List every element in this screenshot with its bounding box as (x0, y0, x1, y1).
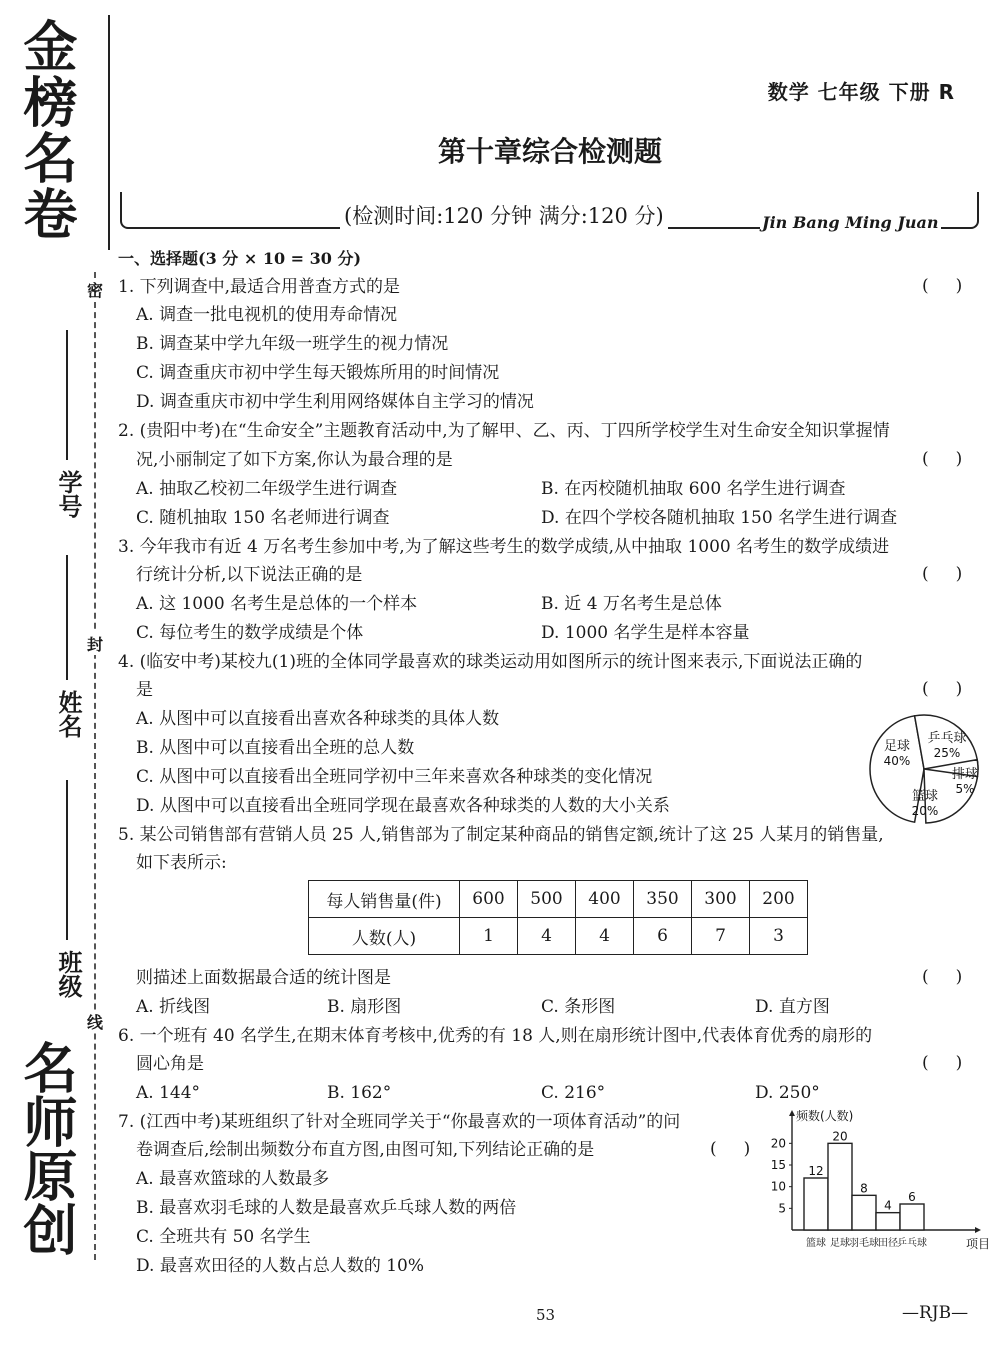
field-label-name: 姓名 (54, 690, 83, 738)
q2-option-c: C. 随机抽取 150 名老师进行调查 (136, 508, 390, 528)
x-axis-label: 项目 (966, 1237, 990, 1251)
q1-option-b: B. 调查某中学九年级一班学生的视力情况 (136, 334, 449, 354)
q3-option-c: C. 每位考生的数学成绩是个体 (136, 623, 364, 643)
table-cell: 7 (692, 918, 750, 955)
brand-logo-top: 金榜名卷 (15, 18, 79, 242)
q3-stem-line1: 3. 今年我市有近 4 万名考生参加中考,为了解这些考生的数学成绩,从中抽取 1000 名考生的数学成绩进 (118, 537, 890, 557)
q3-stem-line2: 行统计分析,以下说法正确的是 (136, 565, 363, 585)
q7-stem-line2: 卷调查后,绘制出频数分布直方图,由图可知,下列结论正确的是 (136, 1140, 595, 1160)
pie-category-label: 乒乓球 (927, 731, 967, 746)
table-cell: 600 (460, 881, 518, 918)
q2-answer-paren: ( ) (922, 449, 963, 469)
pie-category-label: 足球 (883, 739, 911, 754)
q6-stem-line2: 圆心角是 (136, 1054, 204, 1074)
table-cell: 人数(人) (309, 918, 460, 955)
q5-option-b: B. 扇形图 (327, 997, 402, 1017)
q3-option-d: D. 1000 名学生是样本容量 (541, 623, 750, 643)
field-line-name (66, 555, 68, 680)
q1-answer-paren: ( ) (922, 276, 963, 296)
q3-option-a: A. 这 1000 名考生是总体的一个样本 (136, 594, 418, 614)
q4-stem-line1: 4. (临安中考)某校九(1)班的全体同学最喜欢的球类运动用如图所示的统计图来表示,下面说法正确的 (118, 652, 863, 672)
q6-stem-line1: 6. 一个班有 40 名学生,在期末体育考核中,优秀的有 18 人,则在扇形统计图中,代表体育优秀的扇形的 (118, 1026, 873, 1046)
q1-option-d: D. 调查重庆市初中学生利用网络媒体自主学习的情况 (136, 392, 534, 412)
table-cell: 6 (634, 918, 692, 955)
y-tick-label: 10 (770, 1179, 786, 1194)
table-row (309, 918, 808, 955)
category-label: 篮球 (806, 1238, 826, 1249)
q6-answer-paren: ( ) (922, 1053, 963, 1073)
page-number: 53 (536, 1306, 556, 1324)
x-axis-arrow (975, 1227, 981, 1233)
q1-stem: 1. 下列调查中,最适合用普查方式的是 (118, 277, 401, 297)
table-cell: 4 (518, 918, 576, 955)
q4-option-d: D. 从图中可以直接看出全班同学现在最喜欢各种球类的人数的大小关系 (136, 796, 670, 816)
sales-table (308, 880, 808, 955)
category-label: 足球 (830, 1238, 850, 1249)
q5-option-a: A. 折线图 (136, 997, 211, 1017)
field-label-class: 班级 (54, 950, 83, 998)
q3-option-b: B. 近 4 万名考生是总体 (541, 594, 722, 614)
table-cell: 300 (692, 881, 750, 918)
q4-option-a: A. 从图中可以直接看出喜欢各种球类的具体人数 (136, 709, 500, 729)
q5-stem-line1: 5. 某公司销售部有营销人员 25 人,销售部为了制定某种商品的销售定额,统计了这 25 人某月的销售量, (118, 825, 884, 845)
category-label: 田径 (878, 1238, 898, 1249)
table-cell: 4 (576, 918, 634, 955)
field-label-student-id: 学号 (54, 470, 83, 518)
q7-option-b: B. 最喜欢羽毛球的人数是最喜欢乒乓球人数的两倍 (136, 1198, 517, 1218)
seal-char-mi: 密 (86, 278, 104, 301)
brand-pinyin: Jin Bang Ming Juan (762, 213, 939, 232)
histogram-bar (804, 1178, 828, 1230)
category-label: 乒乓球 (897, 1238, 927, 1249)
y-axis-arrow (789, 1110, 795, 1116)
table-cell: 每人销售量(件) (309, 881, 460, 918)
seal-char-xian: 线 (86, 1010, 104, 1033)
q5-stem-line2: 如下表所示: (136, 853, 227, 873)
edition-code: —RJB— (902, 1303, 969, 1323)
pie-percent-label: 25% (933, 746, 961, 760)
pie-percent-label: 40% (883, 754, 911, 768)
ball-sports-pie-chart (862, 712, 987, 827)
table-cell: 500 (518, 881, 576, 918)
subject-label: 数学 七年级 下册 R (767, 80, 955, 104)
q2-stem-line2: 况,小丽制定了如下方案,你认为最合理的是 (136, 450, 453, 470)
q4-answer-paren: ( ) (922, 679, 963, 699)
q1-option-a: A. 调查一批电视机的使用寿命情况 (136, 305, 398, 325)
q5-option-c: C. 条形图 (541, 997, 616, 1017)
pie-category-label: 篮球 (911, 789, 939, 804)
q4-option-c: C. 从图中可以直接看出全班同学初中三年来喜欢各种球类的变化情况 (136, 767, 653, 787)
q6-option-c: C. 216° (541, 1083, 606, 1103)
field-line-class (66, 780, 68, 940)
y-axis-label: 频数(人数) (796, 1109, 854, 1123)
q2-option-b: B. 在丙校随机抽取 600 名学生进行调查 (541, 479, 846, 499)
histogram-bar (876, 1213, 900, 1230)
q7-option-d: D. 最喜欢田径的人数占总人数的 10% (136, 1256, 425, 1276)
pie-percent-label: 5% (955, 782, 975, 796)
table-cell: 350 (634, 881, 692, 918)
y-tick-label: 5 (778, 1201, 786, 1216)
seal-char-feng: 封 (86, 632, 104, 655)
field-line-id (66, 330, 68, 460)
q7-answer-paren: ( ) (710, 1139, 751, 1159)
q7-option-c: C. 全班共有 50 名学生 (136, 1227, 311, 1247)
q4-option-b: B. 从图中可以直接看出全班的总人数 (136, 738, 415, 758)
histogram-bar (852, 1195, 876, 1230)
q2-option-d: D. 在四个学校各随机抽取 150 名学生进行调查 (541, 508, 898, 528)
brand-logo-bottom: 名师原创 (15, 1040, 79, 1256)
q1-option-c: C. 调查重庆市初中学生每天锻炼所用的时间情况 (136, 363, 500, 383)
q5-stem-line3: 则描述上面数据最合适的统计图是 (136, 968, 391, 988)
q4-stem-line2: 是 (136, 680, 153, 700)
q3-answer-paren: ( ) (922, 564, 963, 584)
page-title: 第十章综合检测题 (437, 135, 662, 168)
q7-option-a: A. 最喜欢篮球的人数最多 (136, 1169, 330, 1189)
category-label: 羽毛球 (849, 1238, 879, 1249)
y-tick-label: 15 (770, 1158, 786, 1172)
q6-option-a: A. 144° (136, 1083, 201, 1103)
table-cell: 200 (750, 881, 808, 918)
table-cell: 400 (576, 881, 634, 918)
q7-stem-line1: 7. (江西中考)某班组织了针对全班同学关于“你最喜欢的一项体育活动”的问 (118, 1112, 681, 1132)
sports-frequency-histogram (760, 1106, 990, 1256)
q2-stem-line1: 2. (贵阳中考)在“生命安全”主题教育活动中,为了解甲、乙、丙、丁四所学校学生对生命安全知识掌握情 (118, 421, 890, 441)
bar-value-label: 20 (832, 1129, 848, 1144)
q2-option-a: A. 抽取乙校初二年级学生进行调查 (136, 479, 398, 499)
table-cell: 1 (460, 918, 518, 955)
pie-category-label: 排球 (951, 767, 979, 782)
histogram-bar (900, 1204, 924, 1230)
exam-time-info: (检测时间:120 分钟 满分:120 分) (340, 200, 668, 230)
histogram-bar (828, 1143, 852, 1230)
seal-dashed-line (94, 272, 96, 1260)
q5-answer-paren: ( ) (922, 967, 963, 987)
bar-value-label: 6 (908, 1190, 916, 1204)
q6-option-b: B. 162° (327, 1083, 392, 1103)
y-tick-label: 20 (770, 1136, 786, 1151)
bar-value-label: 12 (808, 1164, 824, 1178)
bar-value-label: 8 (860, 1181, 868, 1196)
table-cell: 3 (750, 918, 808, 955)
section-heading: 一、选择题(3 分 × 10 = 30 分) (118, 249, 362, 268)
bar-value-label: 4 (884, 1198, 892, 1213)
pie-percent-label: 20% (911, 804, 939, 818)
q5-option-d: D. 直方图 (755, 997, 830, 1017)
table-row (309, 881, 808, 918)
q6-option-d: D. 250° (755, 1083, 820, 1103)
